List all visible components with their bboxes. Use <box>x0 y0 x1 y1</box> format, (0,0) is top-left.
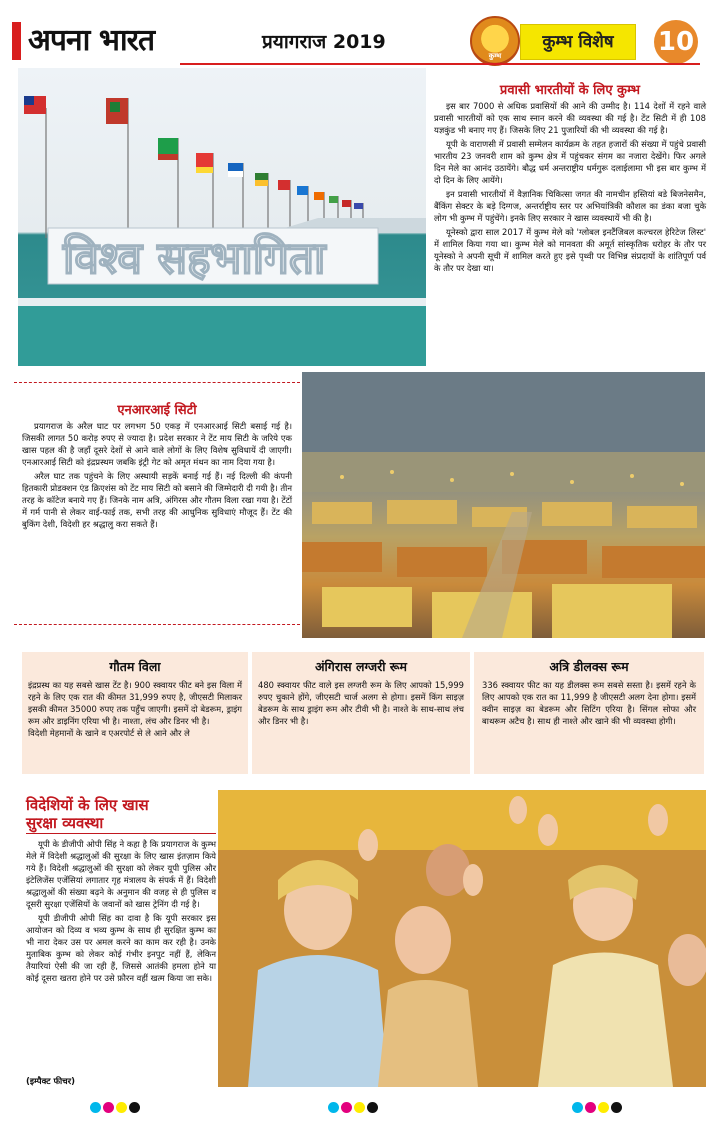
cmyk-marks-right <box>572 1098 624 1117</box>
black-dot-icon <box>129 1102 140 1113</box>
box-text: 480 स्क्वायर फीट वाले इस लग्जरी रूम के लिए आपको 15,999 रुपए चुकाने होंगे, जीएसटी चार्ज अलग से होगा। इसमें किंग साइज़ बेडरूम के साथ ड्राइंग रूम और टीवी भी है। नाश्ते के साथ-साथ लंच और डिनर भी है। <box>258 680 464 726</box>
magenta-dot-icon <box>103 1102 114 1113</box>
article3-heading-rule <box>26 833 216 834</box>
page-number: 10 <box>654 20 698 64</box>
yellow-dot-icon <box>116 1102 127 1113</box>
box-text: 336 स्क्वायर फीट का यह डीलक्स रूम सबसे सस्ता है। इसमें रहने के लिए आपको एक रात का 11,999 है जीएसटी अलग देना होगा। इसमें क्वीन साइज़ का बेडरूम और सिटिंग एरिया है। सिंगल सोफा और बाथरूम अटैच है। साथ ही नाश्ते और खाने की भी व्यवस्था होगी। <box>482 680 696 726</box>
article1-paragraph: इस बार 7000 से अधिक प्रवासियों की आने की उम्मीद है। 114 देशों में रहने वाले प्रवासी भारतीयों को एक साथ स्नान करने की व्यवस्था की गई है। टेंट सिटी में ही 108 यज्ञकुंड भी बनाए गए हैं। जिसके लिए 21 पुजारियों की भी व्यवस्था की गई है। <box>434 101 706 135</box>
article3-credit: (इम्पैक्ट फीचर) <box>26 1077 75 1087</box>
article3-heading-line2: सुरक्षा व्यवस्था <box>26 814 104 832</box>
article3-heading <box>26 796 216 832</box>
cyan-dot-icon <box>90 1102 101 1113</box>
photo-foreign-devotees <box>218 790 706 1087</box>
black-dot-icon <box>611 1102 622 1113</box>
article3-paragraph: यूपी के डीजीपी ओपी सिंह ने कहा है कि प्रयागराज के कुम्भ मेले में विदेशी श्रद्धालुओं की सुरक्षा के लिए खास इंतज़ाम किये गये हैं। विदेशी श्रद्धालुओं की सुरक्षा को लेकर यूपी पुलिस और इंटेलिजेंस एजेंसियां लगातार गृह मंत्रालय के संपर्क में हैं। विदेशी श्रद्धालुओं की संख्या बढ़ने के अनुमान की वजह से ही पुलिस व दूसरी सुरक्षा एजेंसियों के जवानों को खास ट्रेनिंग दी गई है। <box>26 839 216 909</box>
box-title: अत्रि डीलक्स रूम <box>549 659 629 674</box>
article1-paragraph: यूपी के वाराणसी में प्रवासी सम्मेलन कार्यक्रम के तहत हजारों की संख्या में पहुंचे प्रवासी भारतीय 23 जनवरी शाम को कुम्भ क्षेत्र में पहुंचकर संगम का नजारा देखेंगे। फिर अगले दिन मेले का आनंद उठायेंगे। बौद्ध धर्म अन्तराष्ट्रीय धर्मगुरू दलाईलामा भी इस बार कुम्भ में दो दिन के लिए आयेंगे। <box>434 139 706 185</box>
box-atri-deluxe-room <box>474 652 704 774</box>
cmyk-marks-left <box>90 1098 142 1117</box>
article3-heading-line1: विदेशियों के लिए खास <box>26 796 149 814</box>
box-text: इंद्रप्रस्थ का यह सबसे खास टेंट है। 900 स्क्वायर फीट बने इस विला में रहने के लिए एक रात की कीमत 31,999 रुपए है, जीएसटी मिलाकर इसकी कीमत 35000 रुपए तक पहुँच जाएगी। इसमें दो बेडरूम, ड्राइंग रूम और डाइनिंग एरिया भी है। नाश्ता, लंच और डिनर भी है। <box>28 680 242 726</box>
masthead-title: अपना भारत <box>28 23 155 58</box>
article1-paragraph: इन प्रवासी भारतीयों में वैज्ञानिक चिकित्सा जगत की नामचीन हस्तियां बडे बिजनेसमैन, बैंकिंग सेक्टर के बड़े दिग्गज, अन्तर्राष्ट्रीय स्तर पर अभियांत्रिकी कौशल का डंका बजा चुके लोग भी कुम्भ में पहुंचेंगे। इनके लिए सरकार ने खास व्यवस्थायें भी की है। <box>434 189 706 223</box>
photo-vishwa-sahbhagita <box>18 68 426 366</box>
box-title: गौतम विला <box>109 659 161 674</box>
kumbh-emblem-icon <box>470 16 520 66</box>
magenta-dot-icon <box>341 1102 352 1113</box>
sign-text: विश्व सहभागिता <box>63 233 326 284</box>
article2-top-rule <box>14 382 300 383</box>
header-rule <box>180 63 700 65</box>
photo-tent-city <box>302 372 705 638</box>
magenta-dot-icon <box>585 1102 596 1113</box>
cmyk-marks-center <box>328 1098 380 1117</box>
photo-illustration <box>218 790 706 1087</box>
article2-bottom-rule <box>14 624 300 625</box>
emblem-text: कुम्भ <box>488 52 502 60</box>
box-gautam-vila <box>22 652 248 774</box>
box-text: विदेशी मेहमानों के खाने व एअरपोर्ट से ले आने और ले <box>28 728 190 738</box>
box-angiras-luxury-room <box>252 652 470 774</box>
box-title: अंगिरास लग्जरी रूम <box>315 659 407 674</box>
black-dot-icon <box>367 1102 378 1113</box>
article1-body <box>434 100 706 276</box>
article2-body <box>22 420 292 532</box>
cyan-dot-icon <box>572 1102 583 1113</box>
article3-paragraph: यूपी डीजीपी ओपी सिंह का दावा है कि यूपी सरकार इस आयोजन को दिव्य व भव्य कुम्भ के साथ ही सुरक्षित कुम्भ का भी नारा देकर उस पर अमल करने का काम कर रही है। उनके मुताबिक कुम्भ को लेकर कोई गंभीर इनपुट नहीं हैं, लेकिन तैयारियां ऐसी की जा रही हैं, जिससे आतंकी हमला होने या कोई दूसरा खतरा होने पर उसे फ़ौरन वहीं खत्म किया जा सके। <box>26 913 216 983</box>
cyan-dot-icon <box>328 1102 339 1113</box>
article2-heading: एनआरआई सिटी <box>117 403 197 418</box>
masthead-red-bar <box>12 22 21 60</box>
yellow-dot-icon <box>354 1102 365 1113</box>
photo-illustration <box>18 68 426 366</box>
section-label: कुम्भ विशेष <box>520 24 636 60</box>
article2-paragraph: प्रयागराज के अरैल घाट पर लगभग 50 एकड़ में एनआरआई सिटी बसाई गई है। जिसकी लागत 50 करोड़ रुपए से ज्यादा है। प्रदेश सरकार ने टेंट माय सिटी के जरिये एक खास पहल की है जहाँ दूसरे देशों से आने वाले लोगों के लिए विशेष सुविधायें दी जाएगी। एनआरआई सिटी को इंद्रप्रस्थम जबकि इंट्री गेट को अमृत मंथन का नाम दिया गया है। <box>22 421 292 467</box>
article2-paragraph: अरैल घाट तक पहुंचने के लिए अस्थायी सड़कें बनाई गई हैं। नई दिल्ली की कंपनी हितकारी प्रोडक्शन एंड क्रिएशंस को टेंट माय सिटी को बसाने की जिम्मेदारी दी गयी है। तीन तरह के कॉटेज बनाये गए हैं। जिनके नाम अत्रि, अंगिरस और गौतम विला रखा गया है। टेंटों में गर्म पानी से लेकर वाई-फाई तक, सभी तरह की आधुनिक सुविधाएं मौजूद हैं। टेंट की बुकिंग देशी, विदेशी हर श्रद्धालु करा सकते हैं। <box>22 471 292 529</box>
edition-city-year: प्रयागराज 2019 <box>262 31 386 53</box>
yellow-dot-icon <box>598 1102 609 1113</box>
article1-heading: प्रवासी भारतीयों के लिए कुम्भ <box>499 83 641 98</box>
article3-body <box>26 838 216 986</box>
photo-illustration <box>302 372 705 638</box>
article1-paragraph: यूनेस्को द्वारा साल 2017 में कुम्भ मेले को 'ग्लोबल इनटैंजिबल कल्चरल हेरिटेज लिस्ट' में शामिल किया गया था। कुम्भ मेले को मानवता की अमूर्त सांस्कृतिक धरोहर के तौर पर यूनेस्को ने अपनी सूची में शामिल करते हुए इसे पृथ्वी पर विभिन्न संप्रदायों के शांतिपूर्ण पर्व के तौर पर देखा था। <box>434 227 706 273</box>
